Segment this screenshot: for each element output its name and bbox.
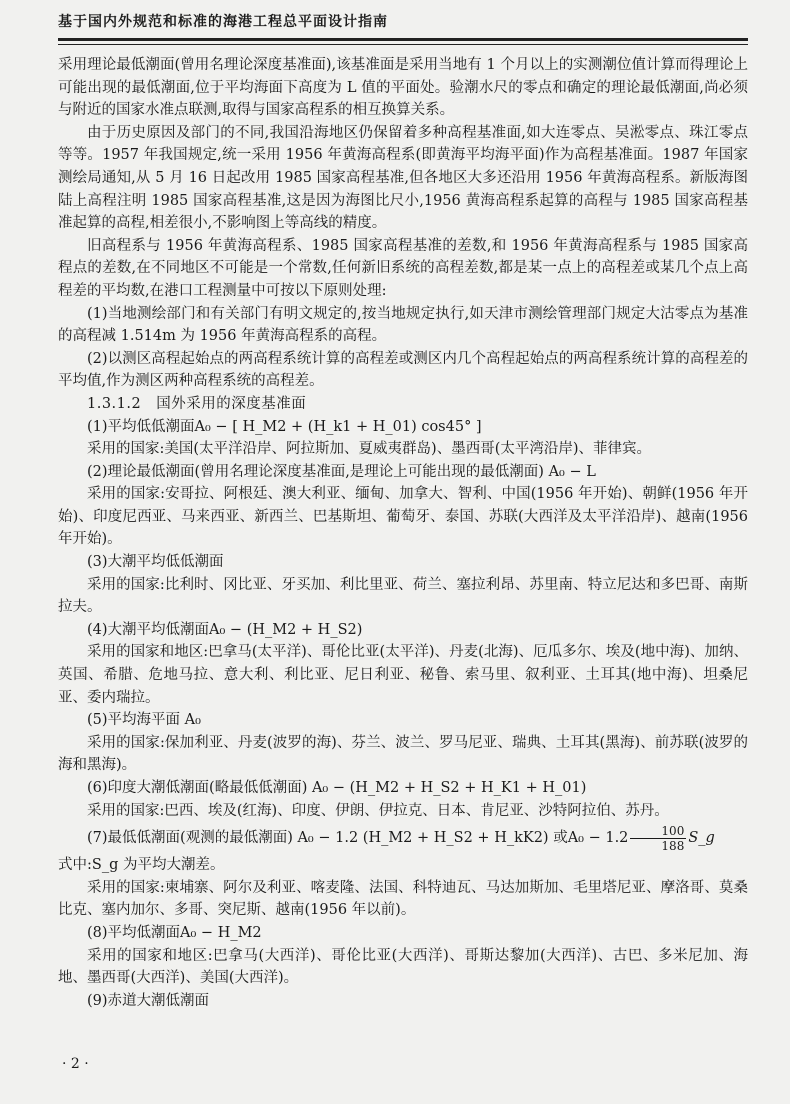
datum-9-title: (9)赤道大潮低潮面 — [87, 992, 210, 1009]
paragraph-1: 采用理论最低潮面(曾用名理论深度基准面),该基准面是采用当地有 1 个月以上的实测潮位值计算而得理论上可能出现的最低潮面,位于平均海面下高度为 L 值的平面处。验潮水尺的零点和确定的理论最低潮面,尚必须与附近的国家水准点联测,取得与国家高程系的相互换算关系。 — [58, 57, 748, 119]
running-header: 基于国内外规范和标准的海港工程总平面设计指南 — [58, 14, 388, 30]
datum-8-countries: 采用的国家和地区:巴拿马(大西洋)、哥伦比亚(大西洋)、哥斯达黎加(大西洋)、古巴、多米尼加、海地、墨西哥(大西洋)、美国(大西洋)。 — [58, 947, 748, 987]
formula-note: 式中:S_g 为平均大潮差。 — [58, 857, 225, 874]
section-heading: 1.3.1.2 国外采用的深度基准面 — [87, 395, 307, 412]
page-body — [58, 54, 748, 1012]
datum-5-countries: 采用的国家:保加利亚、丹麦(波罗的海)、芬兰、波兰、罗马尼亚、瑞典、土耳其(黑海)、前苏联(波罗的海和黑海)。 — [58, 734, 748, 774]
datum-6-countries: 采用的国家:巴西、埃及(红海)、印度、伊朗、伊拉克、日本、肯尼亚、沙特阿拉伯、苏丹。 — [87, 802, 669, 819]
datum-4-title: (4)大潮平均低潮面A₀ − (H_M2 + H_S2) — [87, 621, 363, 638]
datum-7-formula-text: (7)最低低潮面(观测的最低潮面) A₀ − 1.2 (H_M2 + H_S2 + H_kK2) 或A₀ − 1.2 — [87, 830, 629, 847]
datum-1-title: (1)平均低低潮面A₀ − [ H_M2 + (H_k1 + H_01) cos45° ] — [87, 418, 482, 435]
datum-7-title — [58, 822, 748, 854]
fraction-symbol: S_g — [688, 830, 715, 847]
datum-8-title: (8)平均低潮面A₀ − H_M2 — [87, 924, 262, 941]
header-rule-thin — [58, 44, 748, 45]
page-number: · 2 · — [62, 1056, 89, 1072]
fraction-numerator: 100 — [630, 824, 686, 839]
datum-1-countries: 采用的国家:美国(太平洋沿岸、阿拉斯加、夏威夷群岛)、墨西哥(太平湾沿岸)、菲律宾。 — [87, 441, 652, 458]
datum-3-title: (3)大潮平均低低潮面 — [87, 554, 224, 571]
fraction — [630, 824, 686, 853]
fraction-denominator: 188 — [661, 838, 685, 853]
datum-5-title: (5)平均海平面 A₀ — [87, 712, 201, 729]
header-rule-thick — [58, 38, 748, 41]
datum-2-countries: 采用的国家:安哥拉、阿根廷、澳大利亚、缅甸、加拿大、智利、中国(1956 年开始)、朝鲜(1956 年开始)、印度尼西亚、马来西亚、新西兰、巴基斯坦、葡萄牙、泰国、苏联(大西洋及太平洋沿岸)、越南(1956 年开始)。 — [58, 486, 748, 548]
rule-item-1: (1)当地测绘部门和有关部门有明文规定的,按当地规定执行,如天津市测绘管理部门规定大沽零点为基准的高程减 1.514m 为 1956 年黄海高程系的高程。 — [58, 305, 748, 345]
rule-item-2: (2)以测区高程起始点的两高程系统计算的高程差或测区内几个高程起始点的两高程系统计算的高程差的平均值,作为测区两种高程系统的高程差。 — [58, 350, 748, 390]
paragraph-2: 由于历史原因及部门的不同,我国沿海地区仍保留着多种高程基准面,如大连零点、吴淞零点、珠江零点等等。1957 年我国规定,统一采用 1956 年黄海高程系(即黄海平均海平面)作为高程基准面。1987 年国家测绘局通知,从 5 月 16 日起改用 1985 国家高程基准,但各地区大多还沿用 1956 年黄海高程系。新版海图陆上高程注明 1985 国家高程基准,这是因为海图比尺小,1956 黄海高程系起算的高程与 1985 国家高程基准起算的高程,相差很小,不影响图上等高线的精度。 — [58, 124, 748, 232]
datum-6-title: (6)印度大潮低潮面(略最低低潮面) A₀ − (H_M2 + H_S2 + H_K1 + H_01) — [87, 780, 587, 796]
datum-2-title: (2)理论最低潮面(曾用名理论深度基准面,是理论上可能出现的最低潮面) A₀ − L — [87, 463, 596, 480]
datum-3-countries: 采用的国家:比利时、冈比亚、牙买加、利比里亚、荷兰、塞拉利昂、苏里南、特立尼达和多巴哥、南斯拉夫。 — [58, 576, 748, 616]
datum-4-countries: 采用的国家和地区:巴拿马(太平洋)、哥伦比亚(太平洋)、丹麦(北海)、厄瓜多尔、埃及(地中海)、加纳、英国、希腊、危地马拉、意大利、利比亚、尼日利亚、秘鲁、索马里、叙利亚、土耳其(地中海)、坦桑尼亚、委内瑞拉。 — [58, 644, 748, 706]
paragraph-3: 旧高程系与 1956 年黄海高程系、1985 国家高程基准的差数,和 1956 年黄海高程系与 1985 国家高程点的差数,在不同地区不可能是一个常数,任何新旧系统的高程差数,都是某一点上的高程差或某几个点上高程差的平均数,在港口工程测量中可按以下原则处理: — [58, 237, 748, 299]
datum-7-countries: 采用的国家:柬埔寨、阿尔及利亚、喀麦隆、法国、科特迪瓦、马达加斯加、毛里塔尼亚、摩洛哥、莫桑比克、塞内加尔、多哥、突尼斯、越南(1956 年以前)。 — [58, 879, 748, 919]
